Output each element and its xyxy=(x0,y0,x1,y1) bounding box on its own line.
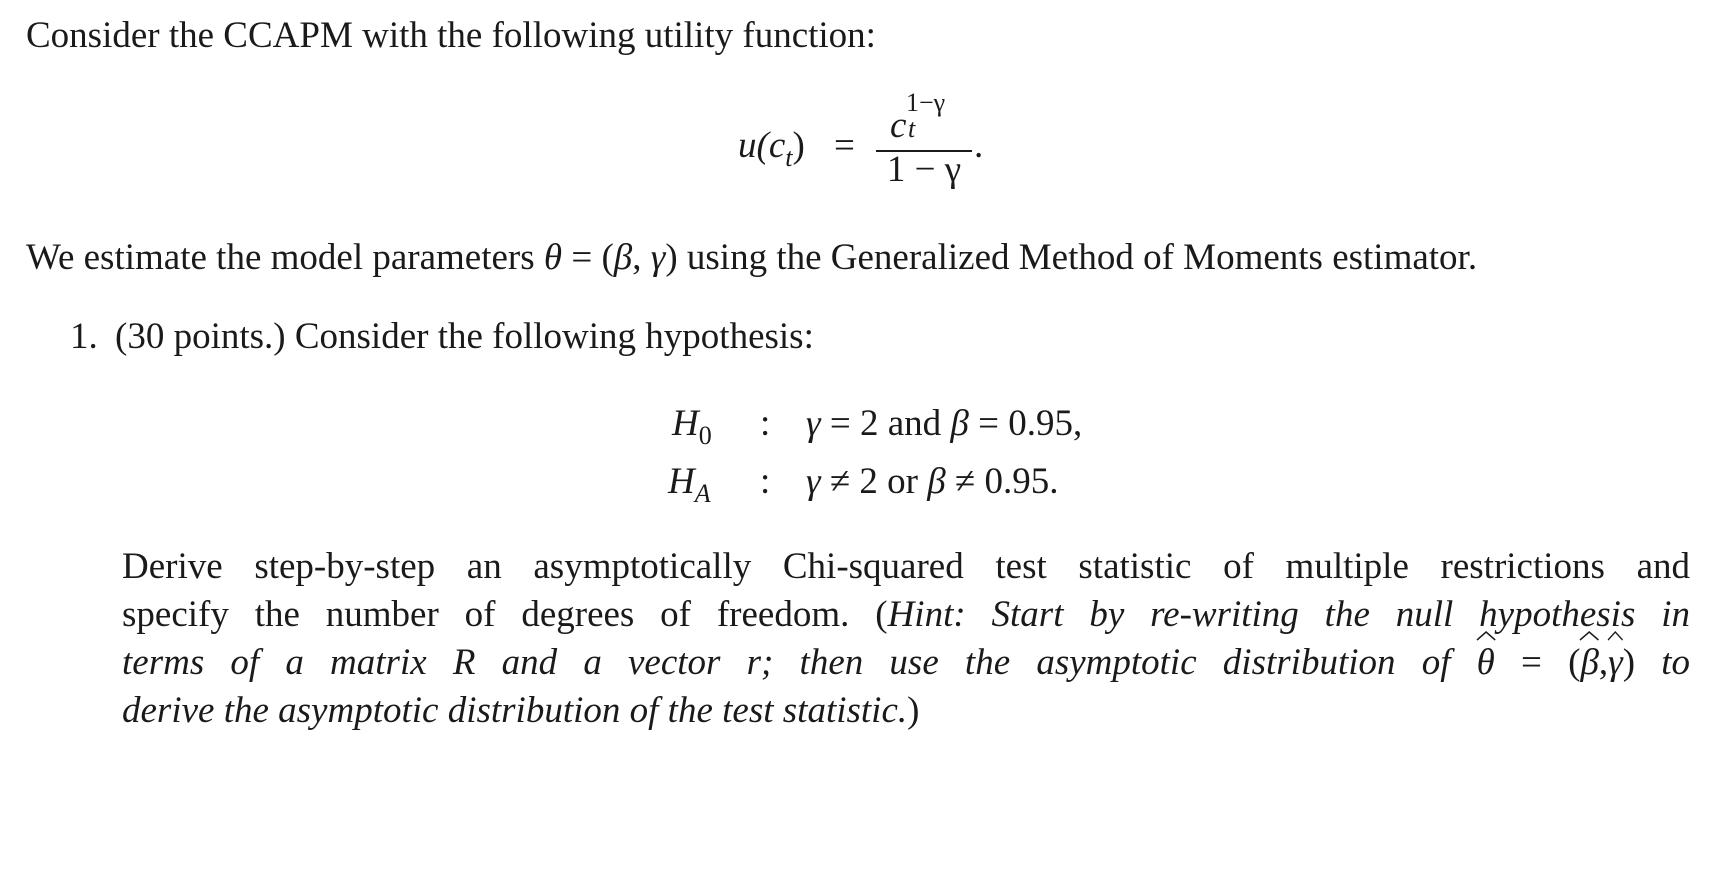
beta-hat: β xyxy=(1580,639,1598,687)
fraction-denominator: 1 − γ xyxy=(886,149,962,190)
equation-period: . xyxy=(974,125,984,166)
estimate-sentence: We estimate the model parameters θ = (β, γ) using the Generalized Method of Moments estimator. xyxy=(26,237,1478,278)
task-line-3: terms of a matrix R and a vector r; then use the asymptotic distribution of θ = ( β, γ) to xyxy=(122,639,1690,687)
null-label: $H_0$ xyxy=(672,403,712,450)
task-line-1: Derive step-by-step an asymptotically Chi-squared test statistic of multiple restrictions and xyxy=(122,546,1690,587)
theta-hat: θ xyxy=(1477,639,1495,687)
intro-text: Consider the CCAPM with the following utility function: xyxy=(26,15,876,56)
fraction-numerator: c 1−γ t xyxy=(890,88,946,146)
task-line-2: specify the number of degrees of freedom. (Hint: Start by re-writing the null hypothesis in xyxy=(122,594,1690,635)
question-number: 1. xyxy=(70,316,98,357)
hypothesis-alternative: $H_A$ : γ ≠ 2 or β ≠ 0.95. xyxy=(668,461,1059,508)
alternative-label: $H_A$ xyxy=(668,461,711,508)
utility-lhs: $u(c_t)$ xyxy=(738,125,805,172)
alternative-expression: γ ≠ 2 or β ≠ 0.95. xyxy=(806,461,1059,502)
hypothesis-null: $H_0$ : γ = 2 and β = 0.95, xyxy=(672,403,1083,450)
task-line-4: derive the asymptotic distribution of the test statistic.) xyxy=(122,690,920,731)
utility-fraction xyxy=(876,88,976,190)
equals-sign: = xyxy=(834,125,855,166)
question-header xyxy=(70,315,814,359)
null-expression: γ = 2 and β = 0.95, xyxy=(806,403,1083,444)
task-paragraph xyxy=(122,543,1690,735)
gamma-hat: γ xyxy=(1608,639,1623,687)
question-points: (30 points.) Consider the following hypothesis: xyxy=(115,316,814,357)
